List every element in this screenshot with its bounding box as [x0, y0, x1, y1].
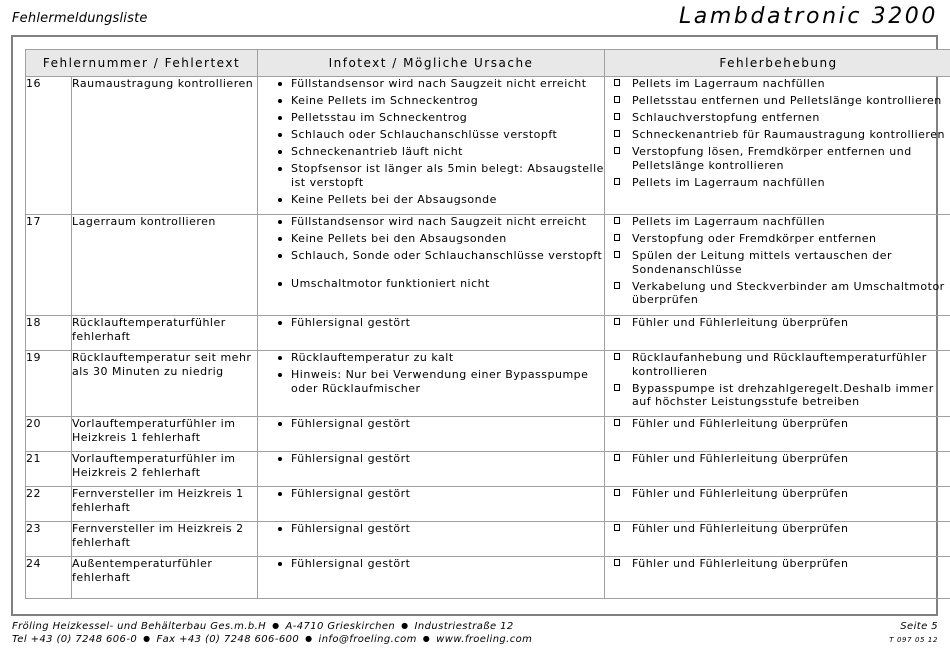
checkbox-icon	[614, 384, 620, 391]
cause-item: Schlauch, Sonde oder Schlauchanschlüsse verstopft	[258, 249, 604, 263]
error-text: Vorlauftemperaturfühler im Heizkreis 1 fehlerhaft	[72, 417, 258, 452]
cause-item: Fühlersignal gestört	[258, 316, 604, 330]
table-row	[26, 522, 950, 557]
fix-list	[605, 215, 950, 307]
cause-cell	[258, 452, 605, 487]
checkbox-icon	[614, 113, 620, 120]
footer-company-line	[12, 621, 514, 632]
error-number: 23	[26, 522, 72, 557]
cause-list	[258, 316, 604, 330]
footer-web[interactable]: www.froeling.com	[436, 634, 533, 645]
table-row	[26, 316, 950, 351]
cause-item: Füllstandsensor wird nach Saugzeit nicht erreicht	[258, 77, 604, 91]
fix-text: Pellets im Lagerraum nachfüllen	[632, 77, 826, 90]
fix-text: Fühler und Fühlerleitung überprüfen	[632, 557, 849, 570]
fix-text: Pelletsstau entfernen und Pelletslänge kontrollieren	[632, 94, 942, 107]
table-frame	[11, 35, 945, 616]
checkbox-icon	[614, 489, 620, 496]
fix-item	[605, 280, 950, 307]
error-number: 20	[26, 417, 72, 452]
fix-item	[605, 522, 950, 536]
error-number: 21	[26, 452, 72, 487]
fix-cell	[605, 557, 950, 599]
fix-item	[605, 557, 950, 571]
cause-cell	[258, 557, 605, 599]
fix-text: Schlauchverstopfung entfernen	[632, 111, 820, 124]
fix-text: Verkabelung und Steckverbinder am Umschaltmotor überprüfen	[632, 279, 945, 306]
error-text: Vorlauftemperaturfühler im Heizkreis 2 fehlerhaft	[72, 452, 258, 487]
fix-item	[605, 417, 950, 431]
checkbox-icon	[614, 454, 620, 461]
table-row	[26, 215, 950, 316]
fix-text: Spülen der Leitung mittels vertauschen der Sondenanschlüsse	[632, 249, 893, 276]
header-info: Infotext / Mögliche Ursache	[258, 50, 605, 77]
checkbox-icon	[614, 524, 620, 531]
cause-item: Umschaltmotor funktioniert nicht	[258, 277, 604, 291]
fix-list	[605, 487, 950, 501]
checkbox-icon	[614, 559, 620, 566]
table-row	[26, 487, 950, 522]
fix-item	[605, 316, 950, 330]
cause-item: Rücklauftemperatur zu kalt	[258, 351, 604, 365]
cause-item: Stopfsensor ist länger als 5min belegt: Absaugstelle ist verstopft	[258, 162, 604, 189]
fix-item	[605, 111, 950, 125]
cause-item: Fühlersignal gestört	[258, 522, 604, 536]
fix-text: Verstopfung oder Fremdkörper entfernen	[632, 232, 877, 245]
cause-cell	[258, 351, 605, 417]
table-row	[26, 417, 950, 452]
fix-item	[605, 452, 950, 466]
cause-list	[258, 351, 604, 395]
cause-list	[258, 77, 604, 206]
footer-contact-line	[12, 634, 532, 645]
fix-item	[605, 128, 950, 142]
cause-cell	[258, 522, 605, 557]
checkbox-icon	[614, 353, 620, 360]
cause-cell	[258, 215, 605, 316]
cause-item: Fühlersignal gestört	[258, 452, 604, 466]
bullet-separator: ●	[422, 634, 431, 643]
fix-cell	[605, 351, 950, 417]
error-number: 24	[26, 557, 72, 599]
cause-list	[258, 487, 604, 501]
bullet-separator: ●	[401, 621, 409, 630]
cause-item: Fühlersignal gestört	[258, 487, 604, 501]
error-number: 18	[26, 316, 72, 351]
fix-text: Fühler und Fühlerleitung überprüfen	[632, 487, 849, 500]
fix-cell	[605, 77, 950, 215]
cause-item: Keine Pellets im Schneckentrog	[258, 94, 604, 108]
fix-item	[605, 382, 950, 409]
checkbox-icon	[614, 147, 620, 154]
cause-cell	[258, 316, 605, 351]
fix-cell	[605, 316, 950, 351]
checkbox-icon	[614, 79, 620, 86]
checkbox-icon	[614, 130, 620, 137]
checkbox-icon	[614, 217, 620, 224]
fix-text: Fühler und Fühlerleitung überprüfen	[632, 316, 849, 329]
footer-tel: Tel +43 (0) 7248 606-0	[12, 634, 138, 645]
fix-item	[605, 215, 950, 229]
cause-list	[258, 452, 604, 466]
cause-cell	[258, 487, 605, 522]
fix-cell	[605, 417, 950, 452]
cause-cell	[258, 417, 605, 452]
fix-text: Verstopfung lösen, Fremdkörper entfernen und Pelletslänge kontrollieren	[632, 145, 912, 172]
fix-text: Fühler und Fühlerleitung überprüfen	[632, 452, 849, 465]
footer-address: A-4710 Grieskirchen	[285, 621, 396, 632]
cause-item: Hinweis: Nur bei Verwendung einer Bypasspumpe oder Rücklaufmischer	[258, 368, 604, 395]
fix-cell	[605, 522, 950, 557]
fix-item	[605, 249, 950, 276]
fix-list	[605, 522, 950, 536]
fix-list	[605, 77, 950, 189]
fix-list	[605, 557, 950, 571]
fix-text: Pellets im Lagerraum nachfüllen	[632, 175, 826, 189]
page-number: Seite 5	[900, 621, 938, 632]
error-number: 22	[26, 487, 72, 522]
product-title: Lambdatronic 3200	[678, 4, 938, 29]
cause-item: Schlauch oder Schlauchanschlüsse verstopft	[258, 128, 604, 142]
error-text: Rücklauftemperaturfühler fehlerhaft	[72, 316, 258, 351]
fix-list	[605, 452, 950, 466]
checkbox-icon	[614, 419, 620, 426]
cause-list	[258, 522, 604, 536]
bullet-separator: ●	[272, 621, 280, 630]
fix-text: Schneckenantrieb für Raumaustragung kontrollieren	[632, 128, 945, 141]
error-text: Lagerraum kontrollieren	[72, 215, 258, 316]
error-text: Außentemperaturfühler fehlerhaft	[72, 557, 258, 599]
fix-item	[605, 487, 950, 501]
footer-company: Fröling Heizkessel- und Behälterbau Ges.m.b.H	[12, 621, 267, 632]
checkbox-icon	[614, 234, 620, 241]
fix-list	[605, 351, 950, 409]
cause-item: Keine Pellets bei den Absaugsonden	[258, 232, 604, 246]
error-number: 19	[26, 351, 72, 417]
table-row	[26, 77, 950, 215]
cause-item: Pelletsstau im Schneckentrog	[258, 111, 604, 125]
footer-street: Industriestraße 12	[414, 621, 514, 632]
fix-item	[605, 232, 950, 246]
fix-item	[605, 94, 950, 108]
fix-item	[605, 176, 950, 190]
table-row	[26, 557, 950, 599]
checkbox-icon	[614, 251, 620, 258]
cause-item: Keine Pellets bei der Absaugsonde	[258, 193, 604, 207]
table-row	[26, 351, 950, 417]
fix-text: Fühler und Fühlerleitung überprüfen	[632, 522, 849, 535]
fix-text: Bypasspumpe ist drehzahlgeregelt.Deshalb immer auf höchster Leistungsstufe betreiben	[632, 381, 934, 408]
error-text: Raumaustragung kontrollieren	[72, 77, 258, 215]
fix-list	[605, 417, 950, 431]
fix-list	[605, 316, 950, 330]
fix-cell	[605, 452, 950, 487]
checkbox-icon	[614, 96, 620, 103]
error-text: Fernversteller im Heizkreis 2 fehlerhaft	[72, 522, 258, 557]
fix-text: Pellets im Lagerraum nachfüllen	[632, 215, 826, 228]
cause-item: Fühlersignal gestört	[258, 557, 604, 571]
cause-item: Füllstandsensor wird nach Saugzeit nicht erreicht	[258, 215, 604, 229]
fix-text: Rücklaufanhebung und Rücklauftemperaturfühler kontrollieren	[632, 351, 927, 378]
table-row	[26, 452, 950, 487]
document-title: Fehlermeldungsliste	[12, 11, 148, 26]
cause-item: Schneckenantrieb läuft nicht	[258, 145, 604, 159]
error-number: 17	[26, 215, 72, 316]
cause-list	[258, 557, 604, 571]
footer-fax: Fax +43 (0) 7248 606-600	[156, 634, 300, 645]
footer-email[interactable]: info@froeling.com	[318, 634, 417, 645]
cause-list	[258, 417, 604, 431]
cause-item: Fühlersignal gestört	[258, 417, 604, 431]
table-header-row	[26, 50, 950, 77]
fix-text: Fühler und Fühlerleitung überprüfen	[632, 417, 849, 430]
fix-item	[605, 351, 950, 378]
bullet-separator: ●	[143, 634, 151, 643]
error-number: 16	[26, 77, 72, 215]
header-error: Fehlernummer / Fehlertext	[26, 50, 258, 77]
checkbox-icon	[614, 282, 620, 289]
bullet-separator: ●	[305, 634, 313, 643]
header-fix: Fehlerbehebung	[605, 50, 950, 77]
fix-item	[605, 77, 950, 91]
fix-item	[605, 145, 950, 172]
checkbox-icon	[614, 178, 620, 185]
error-text: Fernversteller im Heizkreis 1 fehlerhaft	[72, 487, 258, 522]
cause-list	[258, 215, 604, 290]
document-code: T 097 05 12	[889, 636, 938, 644]
fix-cell	[605, 215, 950, 316]
fix-cell	[605, 487, 950, 522]
error-table	[25, 49, 950, 599]
error-text: Rücklauftemperatur seit mehr als 30 Minuten zu niedrig	[72, 351, 258, 417]
checkbox-icon	[614, 318, 620, 325]
cause-cell	[258, 77, 605, 215]
